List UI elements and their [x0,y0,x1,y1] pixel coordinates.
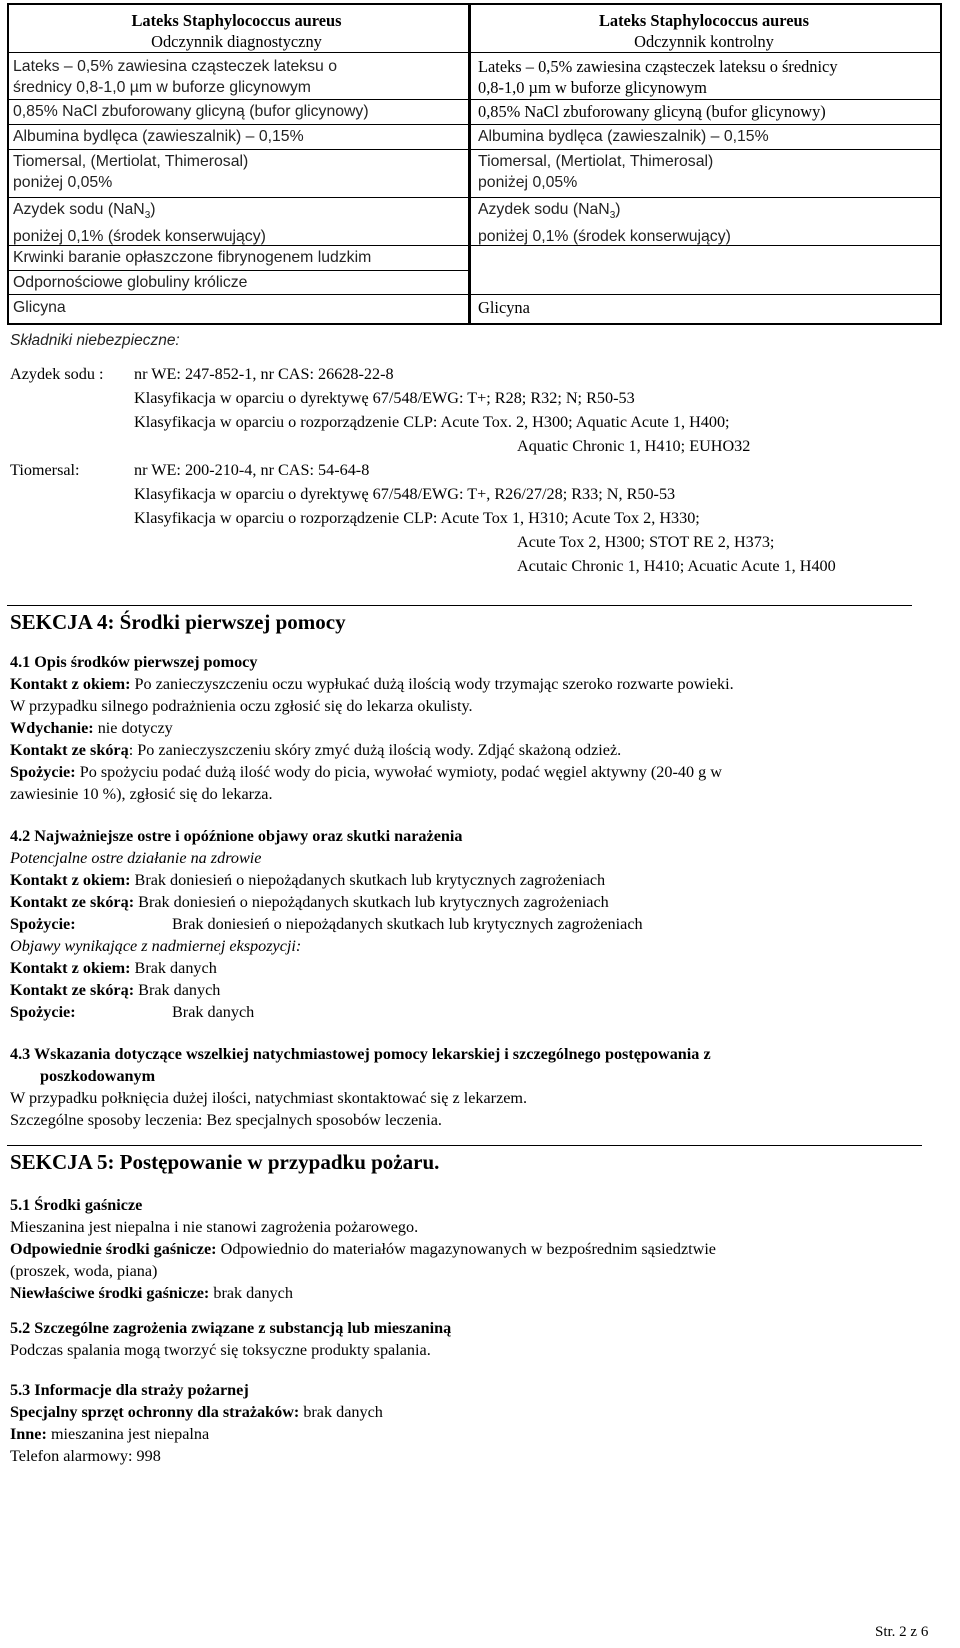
col1-tiomersal-line2: poniżej 0,05% [13,174,113,191]
eye-contact [10,674,734,695]
h5-2 [10,1318,451,1339]
tiomersal-line-1: nr WE: 200-210-4, nr CAS: 54-64-8 [134,461,370,479]
emergency-phone: Telefon alarmowy: 998 [10,1447,161,1465]
h4-1-text: 4.1 Opis środków pierwszej pomocy [10,653,258,671]
acute-skin-text: Brak doniesień o niepożądanych skutkach lub krytycznych zagrożeniach [138,893,609,911]
acute-heading-text: Potencjalne ostre działanie na zdrowie [10,849,262,867]
col1-azydek-line1 [13,199,266,226]
table-row-divider [9,52,940,53]
section-5-title [10,1152,439,1173]
over-heading-text: Objawy wynikające z nadmiernej ekspozycji: [10,937,302,955]
h5-1 [10,1195,142,1216]
skin-contact-label: Kontakt ze skórą [10,741,129,759]
suitable-media-text: Odpowiednio do materiałów magazynowanych w bezpośrednim sąsiedztwie [220,1240,716,1258]
unsuitable-media-label: Niewłaściwe środki gaśnicze: [10,1284,210,1302]
col2-tiomersal-line2: poniżej 0,05% [478,174,578,191]
col2-azydek-sub: 3 [609,210,616,222]
acute-skin [10,892,609,913]
col1-lateks [13,56,337,98]
azydek-label: Azydek sodu : [10,365,104,383]
col2-header [471,10,937,52]
table-row-divider [9,245,940,246]
protective-equipment-label: Specjalny sprzęt ochronny dla strażaków: [10,1403,300,1421]
acute-ingestion-label: Spożycie: [10,915,76,933]
col2-azydek-close: ) [615,201,621,218]
col1-header-subtitle: Odczynnik diagnostyczny [151,32,322,51]
suitable-media-text-2: (proszek, woda, piana) [10,1262,158,1280]
col1-azydek [13,199,266,247]
table-row-divider [9,270,469,271]
col1-azydek-line2: poniżej 0,1% (środek konserwujący) [13,228,266,246]
col1-azydek-text: Azydek sodu (NaN [13,201,145,218]
col1-globuliny: Odpornościowe globuliny królicze [13,274,248,291]
h4-2 [10,826,462,847]
col1-azydek-close: ) [150,201,156,218]
col2-header-subtitle: Odczynnik kontrolny [634,32,774,51]
acute-heading [10,848,261,869]
hazard-heading: Składniki niebezpieczne: [10,332,180,349]
azydek-line-4: Aquatic Chronic 1, H410; EUHO32 [517,437,751,455]
composition-table [7,3,942,325]
ingestion-text: Po spożyciu podać dużą ilość wody do picia, wywołać wymioty, podać węgiel aktywny (20-40 g w [79,763,722,781]
col2-lateks-line1: Lateks – 0,5% zawiesina cząsteczek lateksu o średnicy [478,57,838,76]
col2-azydek-text: Azydek sodu (NaN [478,201,610,218]
section-5-rule [7,1145,922,1146]
eye-contact-label: Kontakt z okiem: [10,675,131,693]
col1-nacl: 0,85% NaCl zbuforowany glicyną (bufor glicynowy) [13,103,369,120]
col2-azydek [478,199,731,247]
eye-contact-text-2: W przypadku silnego podrażnienia oczu zgłosić się do lekarza okulisty. [10,697,473,715]
skin-contact-text: : Po zanieczyszczeniu skóry zmyć dużą ilością wody. Zdjąć skażoną odzież. [128,741,622,759]
tiomersal-line-2: Klasyfikacja w oparciu o dyrektywę 67/548/EWG: T+, R26/27/28; R33; N, R50-53 [134,485,676,503]
over-ingestion [10,1002,76,1023]
table-row-divider [9,124,940,125]
p4-3-a: W przypadku połknięcia dużej ilości, natychmiast skontaktować się z lekarzem. [10,1089,528,1107]
col2-header-title: Lateks Staphylococcus aureus [598,11,810,30]
table-row-divider [9,99,940,100]
over-eye-text: Brak danych [134,959,217,977]
p4-3-b: Szczególne sposoby leczenia: Bez specjalnych sposobów leczenia. [10,1111,442,1129]
azydek-line-1: nr WE: 247-852-1, nr CAS: 26628-22-8 [134,365,394,383]
h4-3-text: 4.3 Wskazania dotyczące wszelkiej natychmiastowej pomocy lekarskiej i szczególnego postępowania z [10,1045,711,1063]
over-ingestion-label: Spożycie: [10,1003,76,1021]
h4-2-text: 4.2 Najważniejsze ostre i opóźnione objawy oraz skutki narażenia [10,827,463,845]
over-eye [10,958,217,979]
section-5-title-text: SEKCJA 5: Postępowanie w przypadku pożaru. [10,1150,440,1174]
p5-2: Podczas spalania mogą tworzyć się toksyczne produkty spalania. [10,1341,431,1359]
over-ingestion-text: Brak danych [172,1003,255,1021]
section-4-rule [7,605,912,606]
section-4-title-text: SEKCJA 4: Środki pierwszej pomocy [10,610,346,634]
protective-equipment [10,1402,383,1423]
col2-glicyna: Glicyna [478,298,530,317]
h5-1-text: 5.1 Środki gaśnicze [10,1196,143,1214]
col1-tiomersal [13,151,248,193]
h5-3-text: 5.3 Informacje dla straży pożarnej [10,1381,249,1399]
inhalation-label: Wdychanie: [10,719,94,737]
over-skin-label: Kontakt ze skórą: [10,981,135,999]
over-skin-text: Brak danych [138,981,221,999]
col1-krwinki: Krwinki baranie opłaszczone fibrynogenem ludzkim [13,249,372,266]
protective-equipment-text: brak danych [303,1403,383,1421]
inhalation [10,718,173,739]
acute-skin-label: Kontakt ze skórą: [10,893,135,911]
col1-glicyna: Glicyna [13,299,66,316]
other-info-text: mieszanina jest niepalna [50,1425,210,1443]
h4-1 [10,652,257,673]
acute-eye [10,870,605,891]
suitable-media [10,1239,716,1260]
p5-1: Mieszanina jest niepalna i nie stanowi zagrożenia pożarowego. [10,1218,419,1236]
h5-2-text: 5.2 Szczególne zagrożenia związane z substancją lub mieszaniną [10,1319,452,1337]
azydek-line-2: Klasyfikacja w oparciu o dyrektywę 67/548/EWG: T+; R28; R32; N; R50-53 [134,389,635,407]
over-heading [10,936,301,957]
acute-eye-text: Brak doniesień o niepożądanych skutkach lub krytycznych zagrożeniach [134,871,606,889]
ingestion-text-2: zawiesinie 10 %), zgłosić się do lekarza. [10,785,273,803]
table-row-divider [9,294,940,295]
col2-albumina: Albumina bydlęca (zawieszalnik) – 0,15% [478,128,769,145]
h4-3b [40,1066,155,1087]
acute-eye-label: Kontakt z okiem: [10,871,131,889]
col2-lateks [478,56,838,98]
azydek-line-3: Klasyfikacja w oparciu o rozporządzenie CLP: Acute Tox. 2, H300; Aquatic Acute 1, H400; [134,413,730,431]
col1-lateks-line1: Lateks – 0,5% zawiesina cząsteczek lateksu o [13,58,338,75]
h4-3b-text: poszkodowanym [40,1067,156,1085]
over-eye-label: Kontakt z okiem: [10,959,131,977]
col2-tiomersal [478,151,713,193]
inhalation-text: nie dotyczy [97,719,173,737]
eye-contact-text: Po zanieczyszczeniu oczu wypłukać dużą ilością wody trzymając szeroko rozwarte powieki. [134,675,734,693]
col1-azydek-sub: 3 [144,210,151,222]
col1-header [9,10,464,52]
table-row-divider [9,149,940,150]
col1-header-title: Lateks Staphylococcus aureus [131,11,342,30]
acute-ingestion-text: Brak doniesień o niepożądanych skutkach lub krytycznych zagrożeniach [172,915,643,933]
ingestion-label: Spożycie: [10,763,76,781]
skin-contact [10,740,621,761]
tiomersal-line-4: Acute Tox 2, H300; STOT RE 2, H373; [517,533,775,551]
tiomersal-line-5: Acutaic Chronic 1, H410; Acuatic Acute 1, H400 [517,557,836,575]
other-info-label: Inne: [10,1425,47,1443]
acute-ingestion [10,914,76,935]
unsuitable-media-text: brak danych [213,1284,293,1302]
col2-azydek-line2: poniżej 0,1% (środek konserwujący) [478,228,731,246]
col1-lateks-line2: średnicy 0,8-1,0 µm w buforze glicynowym [13,79,311,96]
col1-albumina: Albumina bydlęca (zawieszalnik) – 0,15% [13,128,304,145]
tiomersal-line-3: Klasyfikacja w oparciu o rozporządzenie CLP: Acute Tox 1, H310; Acute Tox 2, H330; [134,509,700,527]
h4-3 [10,1044,711,1065]
over-skin [10,980,220,1001]
other-info [10,1424,209,1445]
col1-tiomersal-line1: Tiomersal, (Mertiolat, Thimerosal) [13,153,249,170]
col2-azydek-line1 [478,199,731,226]
page-number: Str. 2 z 6 [875,1624,929,1640]
col2-tiomersal-line1: Tiomersal, (Mertiolat, Thimerosal) [478,153,714,170]
col2-lateks-line2: 0,8-1,0 µm w buforze glicynowym [478,78,707,97]
ingestion [10,762,722,783]
tiomersal-label: Tiomersal: [10,461,80,479]
section-4-title [10,612,346,633]
unsuitable-media [10,1283,293,1304]
h5-3 [10,1380,249,1401]
table-row-divider [9,197,940,198]
suitable-media-label: Odpowiednie środki gaśnicze: [10,1240,217,1258]
col2-nacl: 0,85% NaCl zbuforowany glicyną (bufor glicynowy) [478,102,826,121]
